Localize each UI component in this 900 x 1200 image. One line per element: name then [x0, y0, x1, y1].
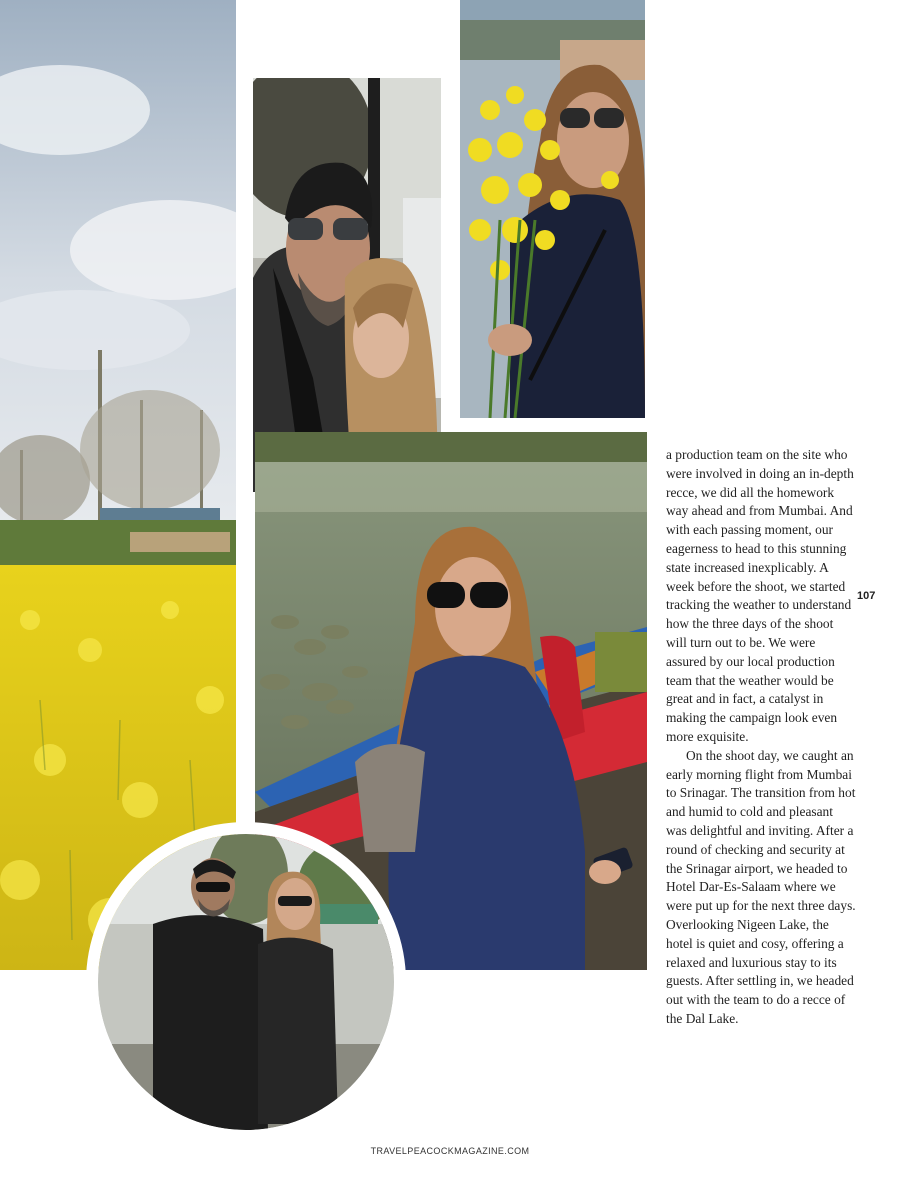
- couple-selfie-photo: [253, 78, 441, 492]
- page-number: 107: [857, 590, 876, 602]
- article-paragraph-1: a production team on the site who were involved in doing an in-depth recce, we did all the homework way ahead and from Mumbai. And with each passing moment, our eagerness to head to this stunning state increased inexplicably. A week before the shoot, we started tracking the weather to understand how the three days of the shoot will turn out to be. We were assured by our local production team that the weather would be great and in fact, a catalyst in making the campaign look even more exquisite.: [666, 447, 854, 744]
- mustard-field-photo: [0, 0, 236, 970]
- footer-website: TRAVELPEACOCKMAGAZINE.COM: [370, 1146, 530, 1156]
- flowers-portrait-photo: [460, 0, 645, 418]
- article-paragraph-2: On the shoot day, we caught an early morning flight from Mumbai to Srinagar. The transition from hot and humid to cold and pleasant was delightful and inviting. After a round of checking and security at the Srinagar airport, we headed to Hotel Dar-Es-Salaam where we were put up for the next three days. Overlooking Nigeen Lake, the hotel is quiet and cosy, offering a relaxed and luxurious stay to its guests. After settling in, we headed out with the team to do a recce of the Dal Lake.: [666, 747, 856, 1026]
- article-body: [666, 446, 856, 1029]
- couple-circle-photo: [86, 822, 406, 1142]
